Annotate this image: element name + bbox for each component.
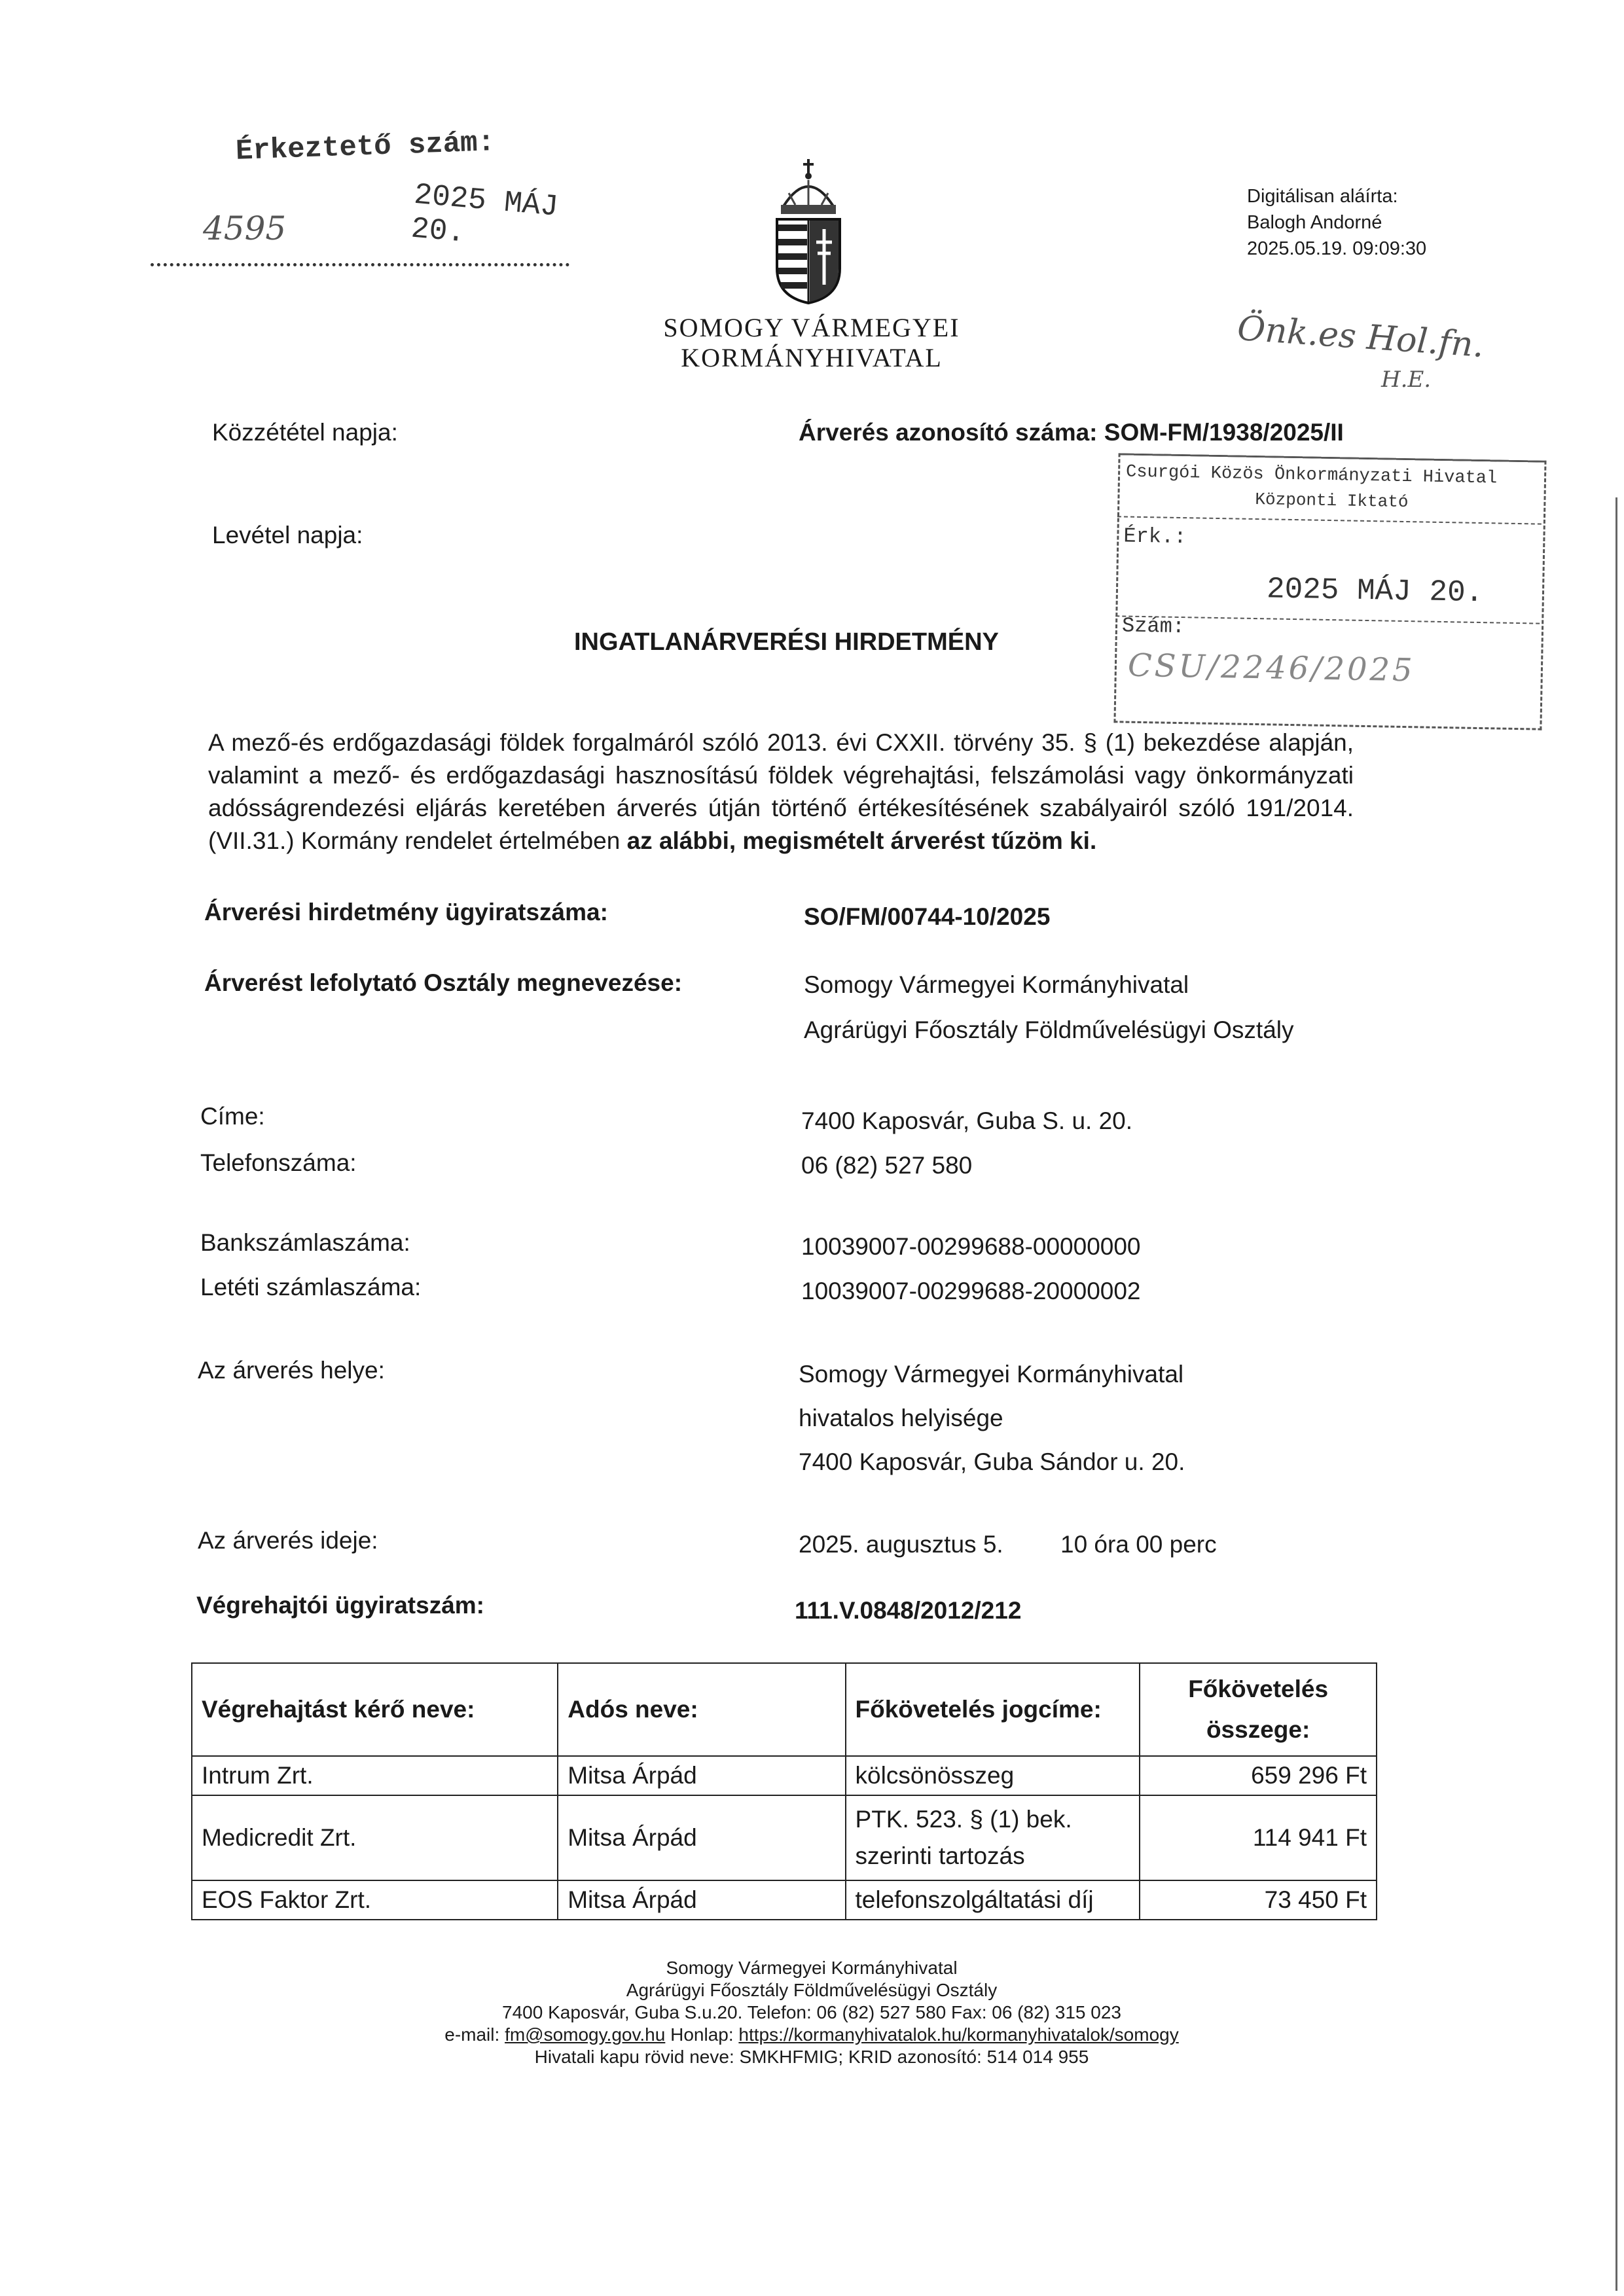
osztaly-value-1: Somogy Vármegyei Kormányhivatal	[804, 971, 1189, 998]
vegrehajtoi-label: Végrehajtói ügyiratszám:	[196, 1592, 485, 1619]
page-footer	[288, 1957, 1335, 2068]
stamp-office-line2: Központi Iktató	[1255, 489, 1409, 512]
osztaly-label: Árverést lefolytató Osztály megnevezése:	[204, 969, 683, 996]
digital-signature	[1247, 183, 1426, 262]
cell-ados: Mitsa Árpád	[558, 1756, 845, 1795]
coat-of-arms-emblem	[763, 154, 854, 304]
cell-jogcim-line2: szerinti tartozás	[855, 1842, 1025, 1869]
office-name-line2: KORMÁNYHIVATAL	[681, 343, 943, 372]
intro-text: A mező-és erdőgazdasági földek forgalmáról szóló 2013. évi CXXII. törvény 35. § (1) bekezdése alapján, valamint a mező- és erdőgazdasági hasznosítású földek végrehajtási, felszámolási vagy önkormányzati adósságrendezési eljárás keretében árverés útján történő értékesítésének szabályairól szóló 191/2014. (VII.31.) Kormány rendelet értelmében	[208, 729, 1354, 854]
office-name	[602, 313, 1021, 373]
cell-osszeg: 659 296 Ft	[1140, 1756, 1377, 1795]
signature-timestamp: 2025.05.19. 09:09:30	[1247, 238, 1427, 259]
bank-value: 10039007-00299688-00000000	[801, 1233, 1141, 1260]
table-header-row	[192, 1663, 1377, 1756]
table-row	[192, 1756, 1377, 1795]
cell-jogcim: telefonszolgáltatási díj	[846, 1880, 1140, 1920]
hely-value-2: hivatalos helyisége	[799, 1405, 1003, 1431]
ido-label: Az árverés ideje:	[198, 1527, 378, 1554]
hely-value-3: 7400 Kaposvár, Guba Sándor u. 20.	[799, 1448, 1185, 1475]
bank-label: Bankszámlaszáma:	[200, 1229, 410, 1256]
cell-kero: Medicredit Zrt.	[192, 1795, 558, 1880]
stamp-szam-label: Szám:	[1121, 613, 1185, 639]
signature-label: Digitálisan aláírta:	[1247, 186, 1398, 207]
footer-line5: Hivatali kapu rövid neve: SMKHFMIG; KRID azonosító: 514 014 955	[534, 2047, 1089, 2067]
cim-value: 7400 Kaposvár, Guba S. u. 20.	[801, 1107, 1133, 1134]
ido-date: 2025. augusztus 5.	[799, 1531, 1003, 1558]
footer-email-link[interactable]: fm@somogy.gov.hu	[505, 2024, 666, 2045]
stamp-office-line1: Csurgói Közös Önkormányzati Hivatal	[1125, 462, 1498, 489]
cell-kero: EOS Faktor Zrt.	[192, 1880, 558, 1920]
header-ados: Adós neve:	[558, 1663, 845, 1756]
hely-value-1: Somogy Vármegyei Kormányhivatal	[799, 1361, 1184, 1388]
auction-id-value: SOM-FM/1938/2025/II	[1104, 419, 1344, 446]
header-osszeg	[1140, 1663, 1377, 1756]
ugyirat-label: Árverési hirdetmény ügyiratszáma:	[204, 899, 608, 925]
header-jogcim: Főkövetelés jogcíme:	[846, 1663, 1140, 1756]
stamp-handwritten-number-right: CSU/2246/2025	[1127, 647, 1416, 689]
document-title: INGATLANÁRVERÉSI HIRDETMÉNY	[574, 628, 999, 656]
claims-table-wrapper	[191, 1662, 1377, 1920]
tel-label: Telefonszáma:	[200, 1149, 357, 1176]
hely-label: Az árverés helye:	[198, 1357, 385, 1384]
cim-label: Címe:	[200, 1103, 265, 1130]
footer-line2: Agrárügyi Főosztály Földművelésügyi Osztály	[626, 1980, 998, 2000]
claims-table	[191, 1662, 1377, 1920]
cell-jogcim-line1: PTK. 523. § (1) bek.	[855, 1806, 1072, 1833]
crown-shield-icon	[763, 154, 854, 304]
ido-time: 10 óra 00 perc	[1060, 1531, 1217, 1558]
osztaly-value-2: Agrárügyi Főosztály Földművelésügyi Osztály	[804, 1016, 1294, 1043]
ugyirat-value: SO/FM/00744-10/2025	[804, 903, 1051, 930]
intro-paragraph	[208, 726, 1354, 857]
vegrehajtoi-value: 111.V.0848/2012/212	[795, 1597, 1022, 1624]
cell-jogcim	[846, 1795, 1140, 1880]
stamp-date: 2025 MÁJ 20.	[409, 177, 560, 251]
stamp-title: Érkeztető szám:	[235, 126, 496, 168]
cell-ados: Mitsa Árpád	[558, 1880, 845, 1920]
table-row	[192, 1880, 1377, 1920]
stamp-handwritten-number: 4595	[203, 209, 287, 247]
cell-jogcim: kölcsönösszeg	[846, 1756, 1140, 1795]
footer-email-prefix: e-mail:	[444, 2024, 505, 2045]
cell-osszeg: 73 450 Ft	[1140, 1880, 1377, 1920]
footer-web-prefix: Honlap:	[665, 2024, 739, 2045]
scan-edge-line	[1615, 497, 1617, 2291]
intro-bold: az alábbi, megismételt árverést tűzöm ki.	[626, 827, 1097, 854]
arrival-stamp-left	[151, 126, 569, 288]
table-row	[192, 1795, 1377, 1880]
signature-name: Balogh Andorné	[1247, 212, 1382, 233]
header-osszeg-line2: összege:	[1206, 1716, 1310, 1743]
handwritten-note-initials: H.E.	[1381, 367, 1432, 393]
levetel-label: Levétel napja:	[212, 522, 363, 548]
tel-value: 06 (82) 527 580	[801, 1152, 973, 1179]
stamp-underline	[151, 263, 569, 266]
leteti-label: Letéti számlaszáma:	[200, 1274, 422, 1300]
cell-osszeg: 114 941 Ft	[1140, 1795, 1377, 1880]
office-name-line1: SOMOGY VÁRMEGYEI	[663, 313, 960, 342]
auction-id-label: Árverés azonosító száma:	[799, 419, 1098, 446]
auction-id-row	[799, 419, 1344, 446]
leteti-value: 10039007-00299688-20000002	[801, 1278, 1141, 1304]
cell-kero: Intrum Zrt.	[192, 1756, 558, 1795]
header-kero: Végrehajtást kérő neve:	[192, 1663, 558, 1756]
footer-web-link[interactable]: https://kormanyhivatalok.hu/kormanyhivatalok/somogy	[738, 2024, 1179, 2045]
stamp-date-right: 2025 MÁJ 20.	[1266, 572, 1484, 611]
kozzetetel-label: Közzététel napja:	[212, 419, 398, 446]
footer-line1: Somogy Vármegyei Kormányhivatal	[666, 1958, 958, 1978]
handwritten-note: Önk.es Hol.fn.	[1236, 308, 1485, 366]
registration-stamp-right	[1113, 453, 1545, 728]
stamp-erk-label: Érk.:	[1123, 524, 1187, 550]
header-osszeg-line1: Főkövetelés	[1188, 1676, 1329, 1702]
footer-line4	[288, 2024, 1335, 2046]
cell-ados: Mitsa Árpád	[558, 1795, 845, 1880]
footer-line3: 7400 Kaposvár, Guba S.u.20. Telefon: 06 (82) 527 580 Fax: 06 (82) 315 023	[502, 2002, 1121, 2022]
